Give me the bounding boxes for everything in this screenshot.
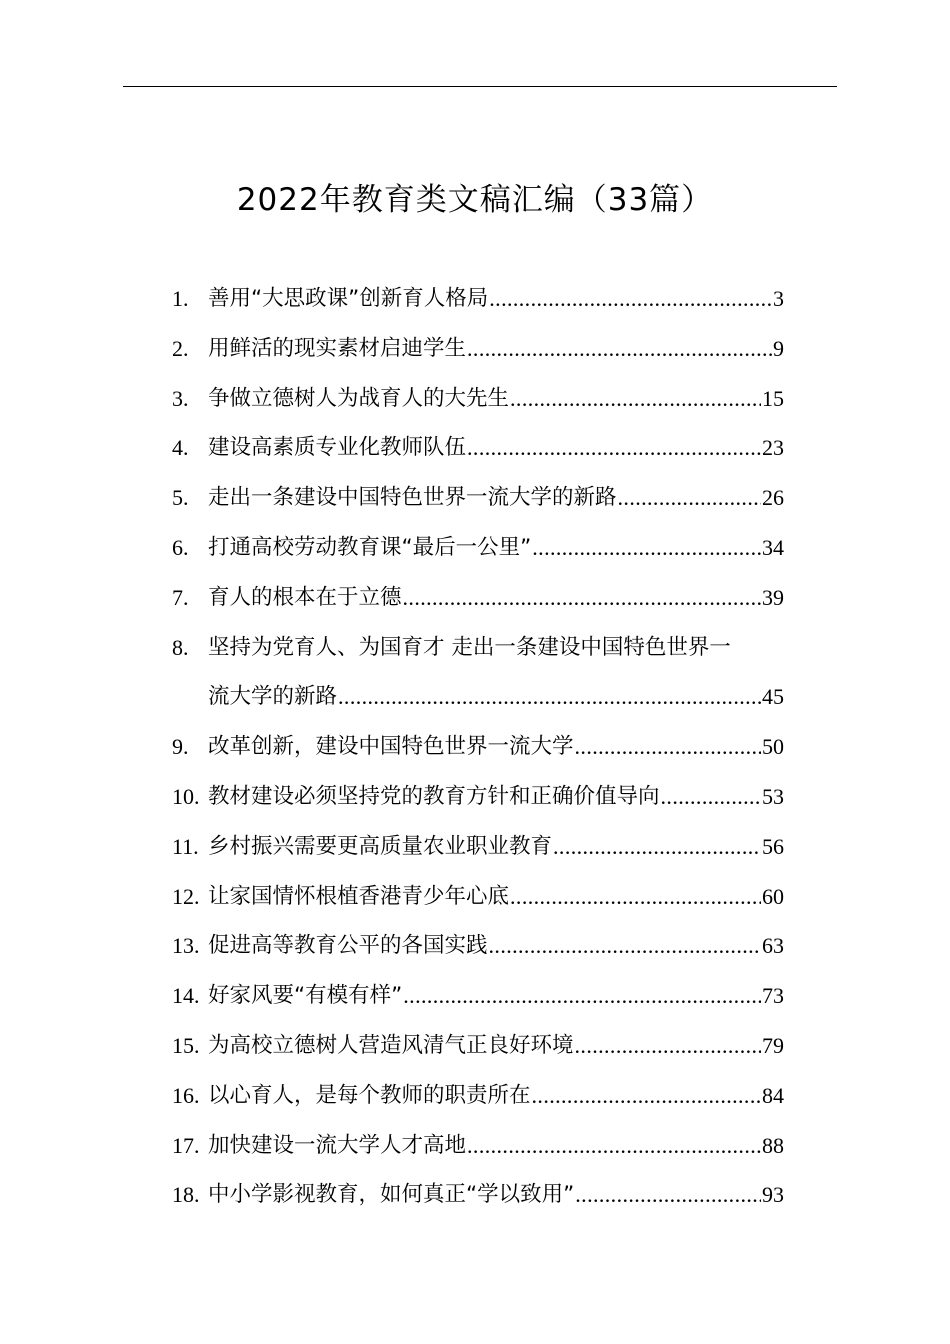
toc-entry-title: 乡村振兴需要更高质量农业职业教育 — [208, 833, 553, 859]
toc-entry-8-line-2[interactable] — [172, 672, 784, 722]
toc-entry-1[interactable] — [172, 274, 784, 324]
toc-entry-4[interactable] — [172, 423, 784, 473]
toc-dot-leader — [575, 1170, 761, 1220]
toc-entry-number: 17. — [172, 1132, 200, 1158]
toc-entry-number: 1. — [172, 286, 189, 311]
toc-entry-page: 79 — [762, 1032, 784, 1058]
toc-entry-page: 3 — [773, 286, 784, 311]
toc-entry-title: 加快建设一流大学人才高地 — [208, 1132, 467, 1158]
toc-entry-number: 14. — [172, 983, 200, 1009]
toc-entry-page: 60 — [762, 883, 784, 909]
toc-entry-number: 8. — [172, 634, 189, 660]
toc-entry-title: 争做立德树人为战育人的大先生 — [208, 385, 510, 411]
toc-entry-page: 23 — [762, 435, 784, 461]
toc-entry-title: 让家国情怀根植香港青少年心底 — [208, 883, 510, 909]
toc-entry-number: 16. — [172, 1082, 200, 1108]
toc-dot-leader — [532, 523, 761, 573]
toc-entry-page: 63 — [762, 933, 784, 959]
toc-entry-number: 15. — [172, 1032, 200, 1058]
toc-dot-leader — [575, 1021, 761, 1071]
toc-entry-page: 26 — [762, 485, 784, 511]
toc-entry-2[interactable] — [172, 324, 784, 374]
toc-entry-11[interactable] — [172, 822, 784, 872]
toc-entry-page: 45 — [762, 684, 784, 710]
toc-entry-title: 坚持为党育人、为国育才 走出一条建设中国特色世界一 — [208, 634, 731, 660]
toc-entry-title: 好家风要“有模有样” — [208, 983, 403, 1009]
toc-entry-number: 6. — [172, 534, 189, 560]
toc-entry-page: 88 — [762, 1132, 784, 1158]
toc-entry-title: 善用“大思政课”创新育人格局 — [208, 286, 489, 311]
toc-entry-12[interactable] — [172, 872, 784, 922]
toc-entry-9[interactable] — [172, 722, 784, 772]
toc-entry-6[interactable] — [172, 523, 784, 573]
toc-entry-page: 9 — [773, 335, 784, 361]
toc-dot-leader — [510, 872, 761, 922]
toc-entry-page: 93 — [762, 1182, 784, 1208]
toc-entry-title: 中小学影视教育，如何真正“学以致用” — [208, 1182, 575, 1208]
toc-entry-page: 53 — [762, 783, 784, 809]
toc-entry-number: 4. — [172, 435, 189, 461]
toc-dot-leader — [489, 274, 772, 324]
toc-entry-number: 11. — [172, 833, 199, 859]
toc-entry-page: 84 — [762, 1082, 784, 1108]
toc-entry-title: 促进高等教育公平的各国实践 — [208, 933, 488, 959]
toc-entry-number: 18. — [172, 1182, 200, 1208]
toc-entry-title: 改革创新，建设中国特色世界一流大学 — [208, 734, 574, 760]
toc-entry-title: 建设高素质专业化教师队伍 — [208, 435, 467, 461]
toc-entry-page: 34 — [762, 534, 784, 560]
toc-entry-number: 9. — [172, 734, 189, 760]
toc-dot-leader — [553, 822, 761, 872]
toc-entry-page: 73 — [762, 983, 784, 1009]
toc-entry-16[interactable] — [172, 1071, 784, 1121]
toc-entry-title: 用鲜活的现实素材启迪学生 — [208, 335, 467, 361]
toc-entry-18[interactable] — [172, 1170, 784, 1220]
toc-entry-title: 打通高校劳动教育课“最后一公里” — [208, 534, 532, 560]
toc-entry-number: 3. — [172, 385, 189, 411]
table-of-contents — [172, 274, 832, 1220]
toc-entry-number: 2. — [172, 335, 189, 361]
toc-entry-page: 15 — [762, 385, 784, 411]
toc-entry-title: 教材建设必须坚持党的教育方针和正确价值导向 — [208, 783, 660, 809]
toc-dot-leader — [489, 921, 761, 971]
toc-entry-number: 12. — [172, 883, 200, 909]
toc-entry-number: 5. — [172, 485, 189, 511]
toc-entry-13[interactable] — [172, 921, 784, 971]
toc-entry-8-line-1[interactable] — [172, 623, 832, 673]
toc-dot-leader — [403, 971, 761, 1021]
toc-entry-5[interactable] — [172, 473, 784, 523]
toc-dot-leader — [338, 672, 761, 722]
toc-entry-17[interactable] — [172, 1121, 784, 1171]
document-title: 2022年教育类文稿汇编（33篇） — [236, 182, 714, 218]
toc-entry-number: 10. — [172, 783, 200, 809]
toc-dot-leader — [661, 772, 761, 822]
toc-entry-14[interactable] — [172, 971, 784, 1021]
toc-entry-15[interactable] — [172, 1021, 784, 1071]
toc-dot-leader — [467, 1121, 761, 1171]
toc-entry-7[interactable] — [172, 573, 784, 623]
toc-entry-10[interactable] — [172, 772, 784, 822]
toc-entry-title: 育人的根本在于立德 — [208, 584, 402, 610]
toc-entry-page: 50 — [762, 734, 784, 760]
toc-entry-number: 7. — [172, 584, 189, 610]
toc-dot-leader — [618, 473, 761, 523]
toc-dot-leader — [510, 374, 761, 424]
header-rule — [123, 86, 837, 87]
toc-dot-leader — [575, 722, 761, 772]
toc-dot-leader — [532, 1071, 761, 1121]
toc-entry-page: 39 — [762, 584, 784, 610]
toc-entry-3[interactable] — [172, 374, 784, 424]
toc-dot-leader — [467, 423, 761, 473]
toc-entry-title-continued: 流大学的新路 — [208, 684, 338, 710]
toc-entry-page: 56 — [762, 833, 784, 859]
toc-entry-title: 为高校立德树人营造风清气正良好环境 — [208, 1032, 574, 1058]
toc-entry-title: 以心育人，是每个教师的职责所在 — [208, 1082, 531, 1108]
toc-entry-number: 13. — [172, 933, 200, 959]
toc-dot-leader — [403, 573, 761, 623]
toc-entry-title: 走出一条建设中国特色世界一流大学的新路 — [208, 485, 617, 511]
toc-dot-leader — [467, 324, 772, 374]
